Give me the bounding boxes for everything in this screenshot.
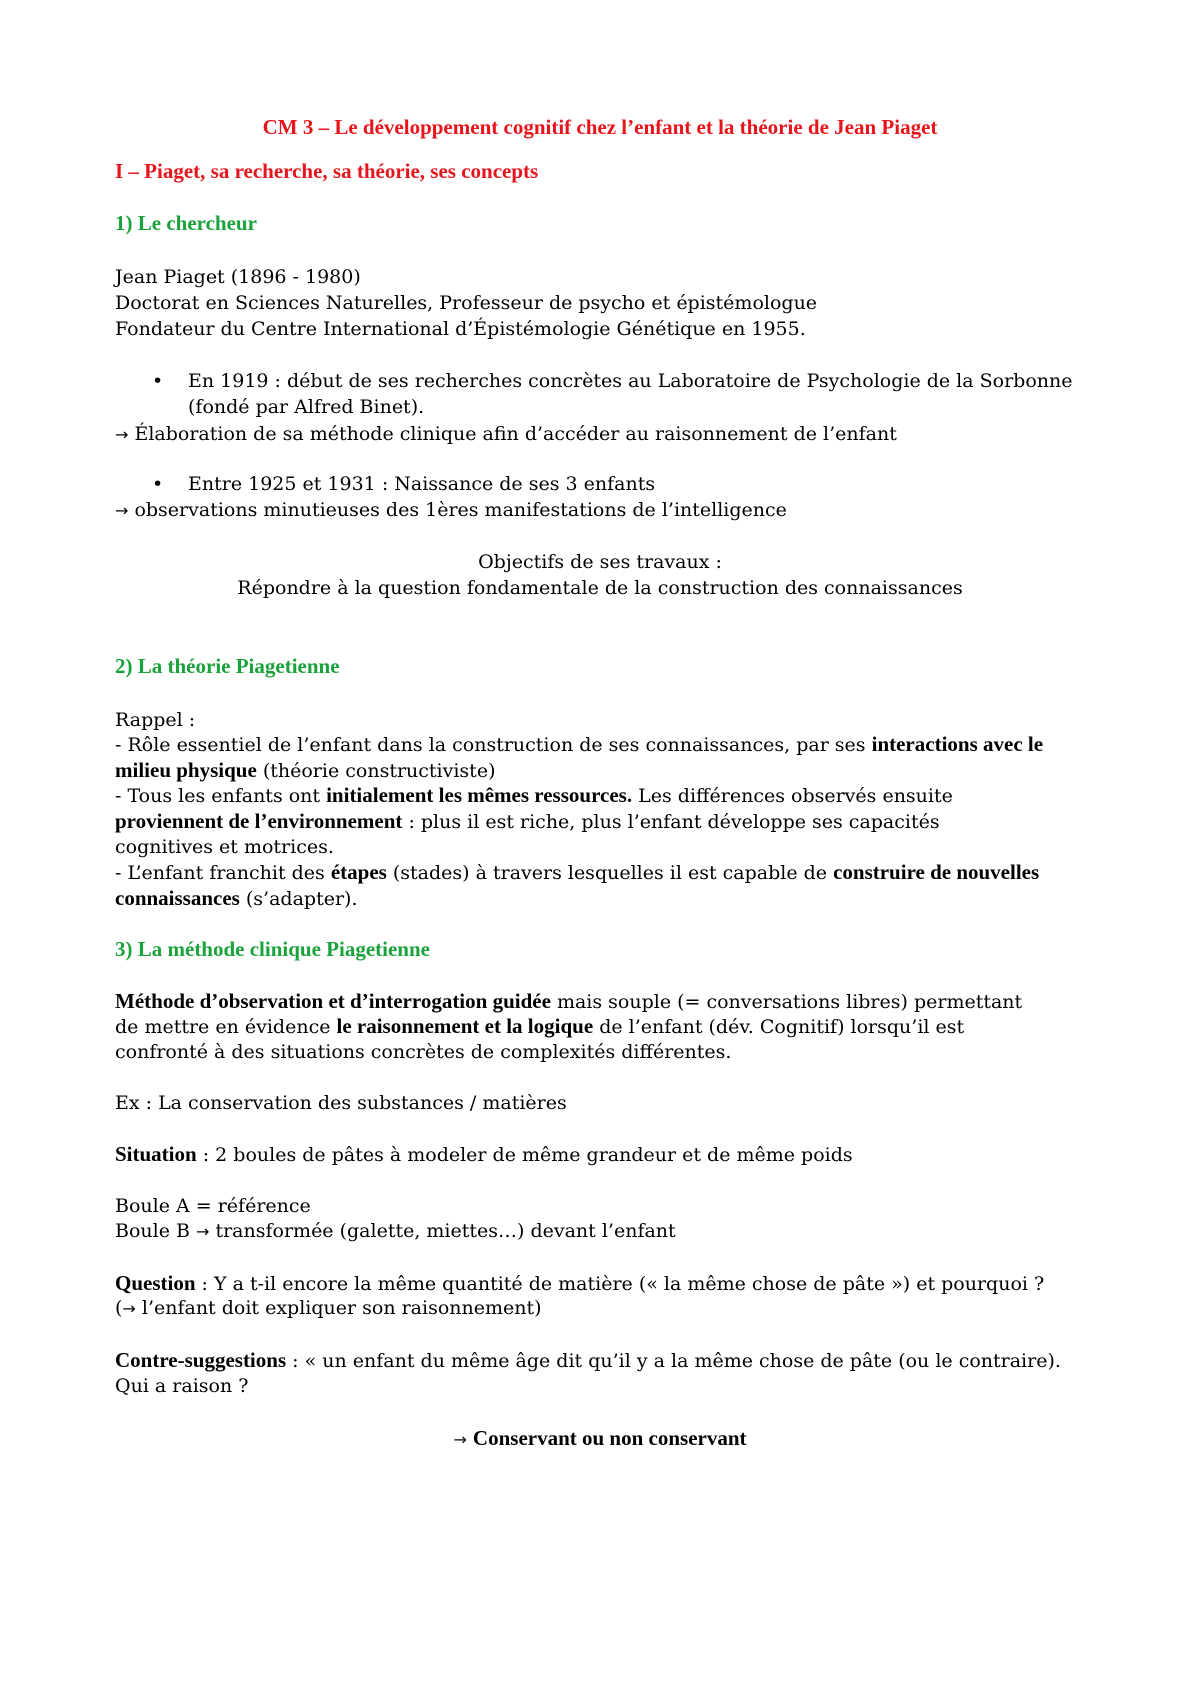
arrow-icon: → (122, 1299, 136, 1318)
section-heading-2: 2) La théorie Piagetienne (115, 654, 340, 678)
paragraph-line (115, 781, 953, 810)
bullet-icon: • (152, 370, 164, 392)
arrow-line (115, 496, 787, 525)
text-line: Rappel : (115, 709, 196, 731)
part-heading: I – Piaget, sa recherche, sa théorie, ses concepts (115, 159, 539, 183)
text-span: (stades) à travers lesquelles il est capable de (386, 862, 834, 884)
text-span: (s’adapter). (239, 888, 358, 910)
bullet-icon: • (152, 473, 164, 495)
text-span: Les différences observés ensuite (632, 785, 953, 807)
bold-span: étapes (330, 860, 387, 884)
paragraph-line (115, 807, 940, 836)
text-span: : Y a t-il encore la même quantité de matière (« la même chose de pâte ») et pourquoi ? (195, 1273, 1045, 1295)
paragraph-line (115, 858, 1039, 887)
document-title: CM 3 – Le développement cognitif chez l’enfant et la théorie de Jean Piaget (262, 115, 938, 139)
text-line: Jean Piaget (1896 - 1980) (115, 266, 361, 288)
paragraph-line: cognitives et motrices. (115, 836, 334, 858)
text-line: Boule A = référence (115, 1195, 311, 1217)
text-span: : 2 boules de pâtes à modeler de même grandeur et de même poids (196, 1144, 853, 1166)
bold-span: milieu physique (115, 758, 257, 782)
text-line (115, 1294, 542, 1323)
example-line: Ex : La conservation des substances / matières (115, 1092, 567, 1114)
text-line: Qui a raison ? (115, 1375, 249, 1397)
paragraph-line (115, 730, 1043, 759)
arrow-line (115, 420, 897, 449)
arrow-icon: → (453, 1430, 467, 1449)
bullet-item: En 1919 : début de ses recherches concrètes au Laboratoire de Psychologie de la Sorbonne (188, 370, 1073, 392)
paragraph-line: confronté à des situations concrètes de complexités différentes. (115, 1041, 732, 1063)
text-span: - Tous les enfants ont (115, 785, 327, 807)
objectives-label: Objectifs de ses travaux : (478, 551, 722, 573)
bold-span: interactions avec le (871, 732, 1044, 756)
text-span: : plus il est riche, plus l’enfant développe ses capacités (402, 811, 940, 833)
text-span: l’enfant doit expliquer son raisonnement) (135, 1297, 542, 1319)
text-span: de mettre en évidence (115, 1016, 337, 1038)
arrow-text: Élaboration de sa méthode clinique afin d’accéder au raisonnement de l’enfant (134, 423, 897, 445)
text-span: transformée (galette, miettes…) devant l’enfant (209, 1220, 676, 1242)
paragraph-line (115, 884, 358, 913)
text-span: : « un enfant du même âge dit qu’il y a la même chose de pâte (ou le contraire). (286, 1350, 1061, 1372)
section-heading-3: 3) La méthode clinique Piagetienne (115, 937, 430, 961)
situation-line (115, 1140, 853, 1169)
bullet-item-cont: (fondé par Alfred Binet). (188, 396, 425, 418)
paragraph-line (115, 1012, 964, 1041)
arrow-text: observations minutieuses des 1ères manifestations de l’intelligence (134, 499, 787, 521)
situation-label: Situation (115, 1142, 197, 1166)
bold-span: initialement les mêmes ressources. (326, 783, 633, 807)
arrow-icon: → (196, 1222, 210, 1241)
question-label: Question (115, 1271, 196, 1295)
conclusion-line (0, 1424, 1200, 1454)
text-span: (théorie constructiviste) (256, 760, 496, 782)
text-line (115, 1217, 676, 1246)
text-span: de l’enfant (dév. Cognitif) lorsqu’il est (593, 1016, 965, 1038)
text-line: Fondateur du Centre International d’Épistémologie Génétique en 1955. (115, 318, 806, 340)
text-span: ( (115, 1297, 123, 1319)
bold-span: construire de nouvelles (833, 860, 1040, 884)
contre-suggestions-line (115, 1346, 1061, 1375)
text-span: Boule B (115, 1220, 197, 1242)
section-heading-1: 1) Le chercheur (115, 211, 257, 235)
conclusion-text: Conservant ou non conservant (472, 1426, 747, 1450)
text-span: - Rôle essentiel de l’enfant dans la construction de ses connaissances, par ses (115, 734, 872, 756)
text-line: Doctorat en Sciences Naturelles, Professeur de psycho et épistémologue (115, 292, 818, 314)
bullet-item: Entre 1925 et 1931 : Naissance de ses 3 enfants (188, 473, 656, 495)
bold-span: connaissances (115, 886, 240, 910)
arrow-icon: → (115, 501, 129, 520)
contre-suggestions-label: Contre-suggestions (115, 1348, 287, 1372)
text-span: mais souple (= conversations libres) permettant (550, 991, 1023, 1013)
bold-span: le raisonnement et la logique (336, 1014, 594, 1038)
bold-span: Méthode d’observation et d’interrogation guidée (115, 989, 551, 1013)
bold-span: proviennent de l’environnement (115, 809, 403, 833)
arrow-icon: → (115, 425, 129, 444)
objectives-text: Répondre à la question fondamentale de la construction des connaissances (237, 577, 963, 599)
text-span: - L’enfant franchit des (115, 862, 331, 884)
